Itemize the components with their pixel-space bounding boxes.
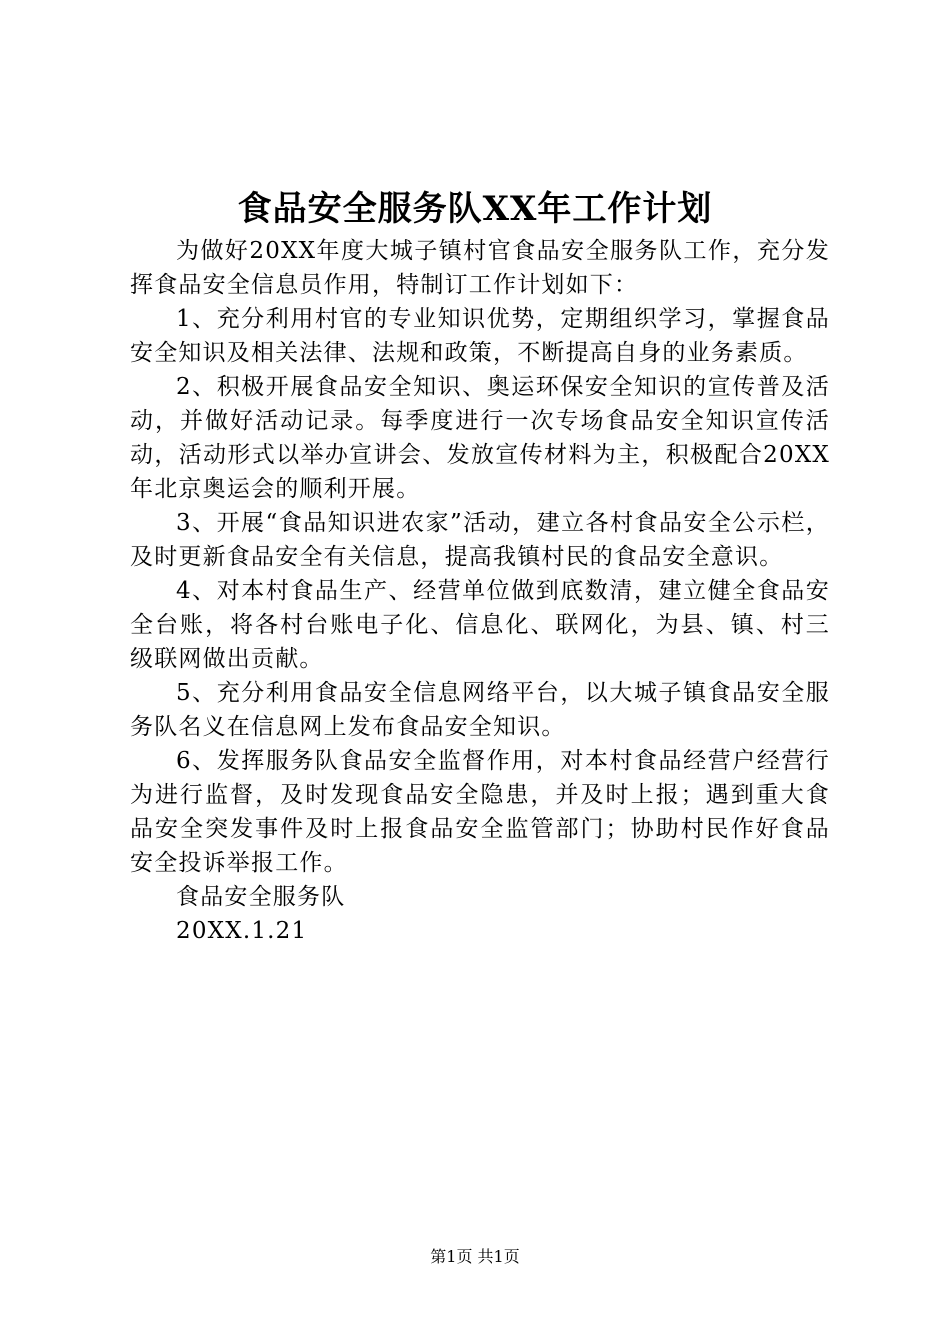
paragraph-intro: 为做好20XX年度大城子镇村官食品安全服务队工作，充分发挥食品安全信息员作用，特制订工作计划如下： xyxy=(130,238,830,298)
document-title: 食品安全服务队XX年工作计划 xyxy=(237,189,713,229)
document-date: 20XX.1.21 xyxy=(176,918,308,944)
paragraph-item-1: 1、充分利用村官的专业知识优势，定期组织学习，掌握食品安全知识及相关法律、法规和政策，不断提高自身的业务素质。 xyxy=(130,306,830,366)
paragraph-item-6: 6、发挥服务队食品安全监督作用，对本村食品经营户经营行为进行监督，及时发现食品安全隐患，并及时上报；遇到重大食品安全突发事件及时上报食品安全监管部门；协助村民作好食品安全投诉举报工作。 xyxy=(130,748,830,876)
paragraph-item-5: 5、充分利用食品安全信息网络平台，以大城子镇食品安全服务队名义在信息网上发布食品安全知识。 xyxy=(130,680,830,740)
paragraph-item-4: 4、对本村食品生产、经营单位做到底数清，建立健全食品安全台账，将各村台账电子化、信息化、联网化，为县、镇、村三级联网做出贡献。 xyxy=(130,578,830,672)
document-body xyxy=(130,234,830,948)
paragraph-item-3: 3、开展“食品知识进农家”活动，建立各村食品安全公示栏，及时更新食品安全有关信息，提高我镇村民的食品安全意识。 xyxy=(130,510,830,570)
page-footer: 第1页 共1页 xyxy=(430,1247,520,1266)
paragraph-item-2: 2、积极开展食品安全知识、奥运环保安全知识的宣传普及活动，并做好活动记录。每季度进行一次专场食品安全知识宣传活动，活动形式以举办宣讲会、发放宣传材料为主，积极配合20XX年北京奥运会的顺利开展。 xyxy=(130,374,830,502)
signature: 食品安全服务队 xyxy=(176,884,346,910)
